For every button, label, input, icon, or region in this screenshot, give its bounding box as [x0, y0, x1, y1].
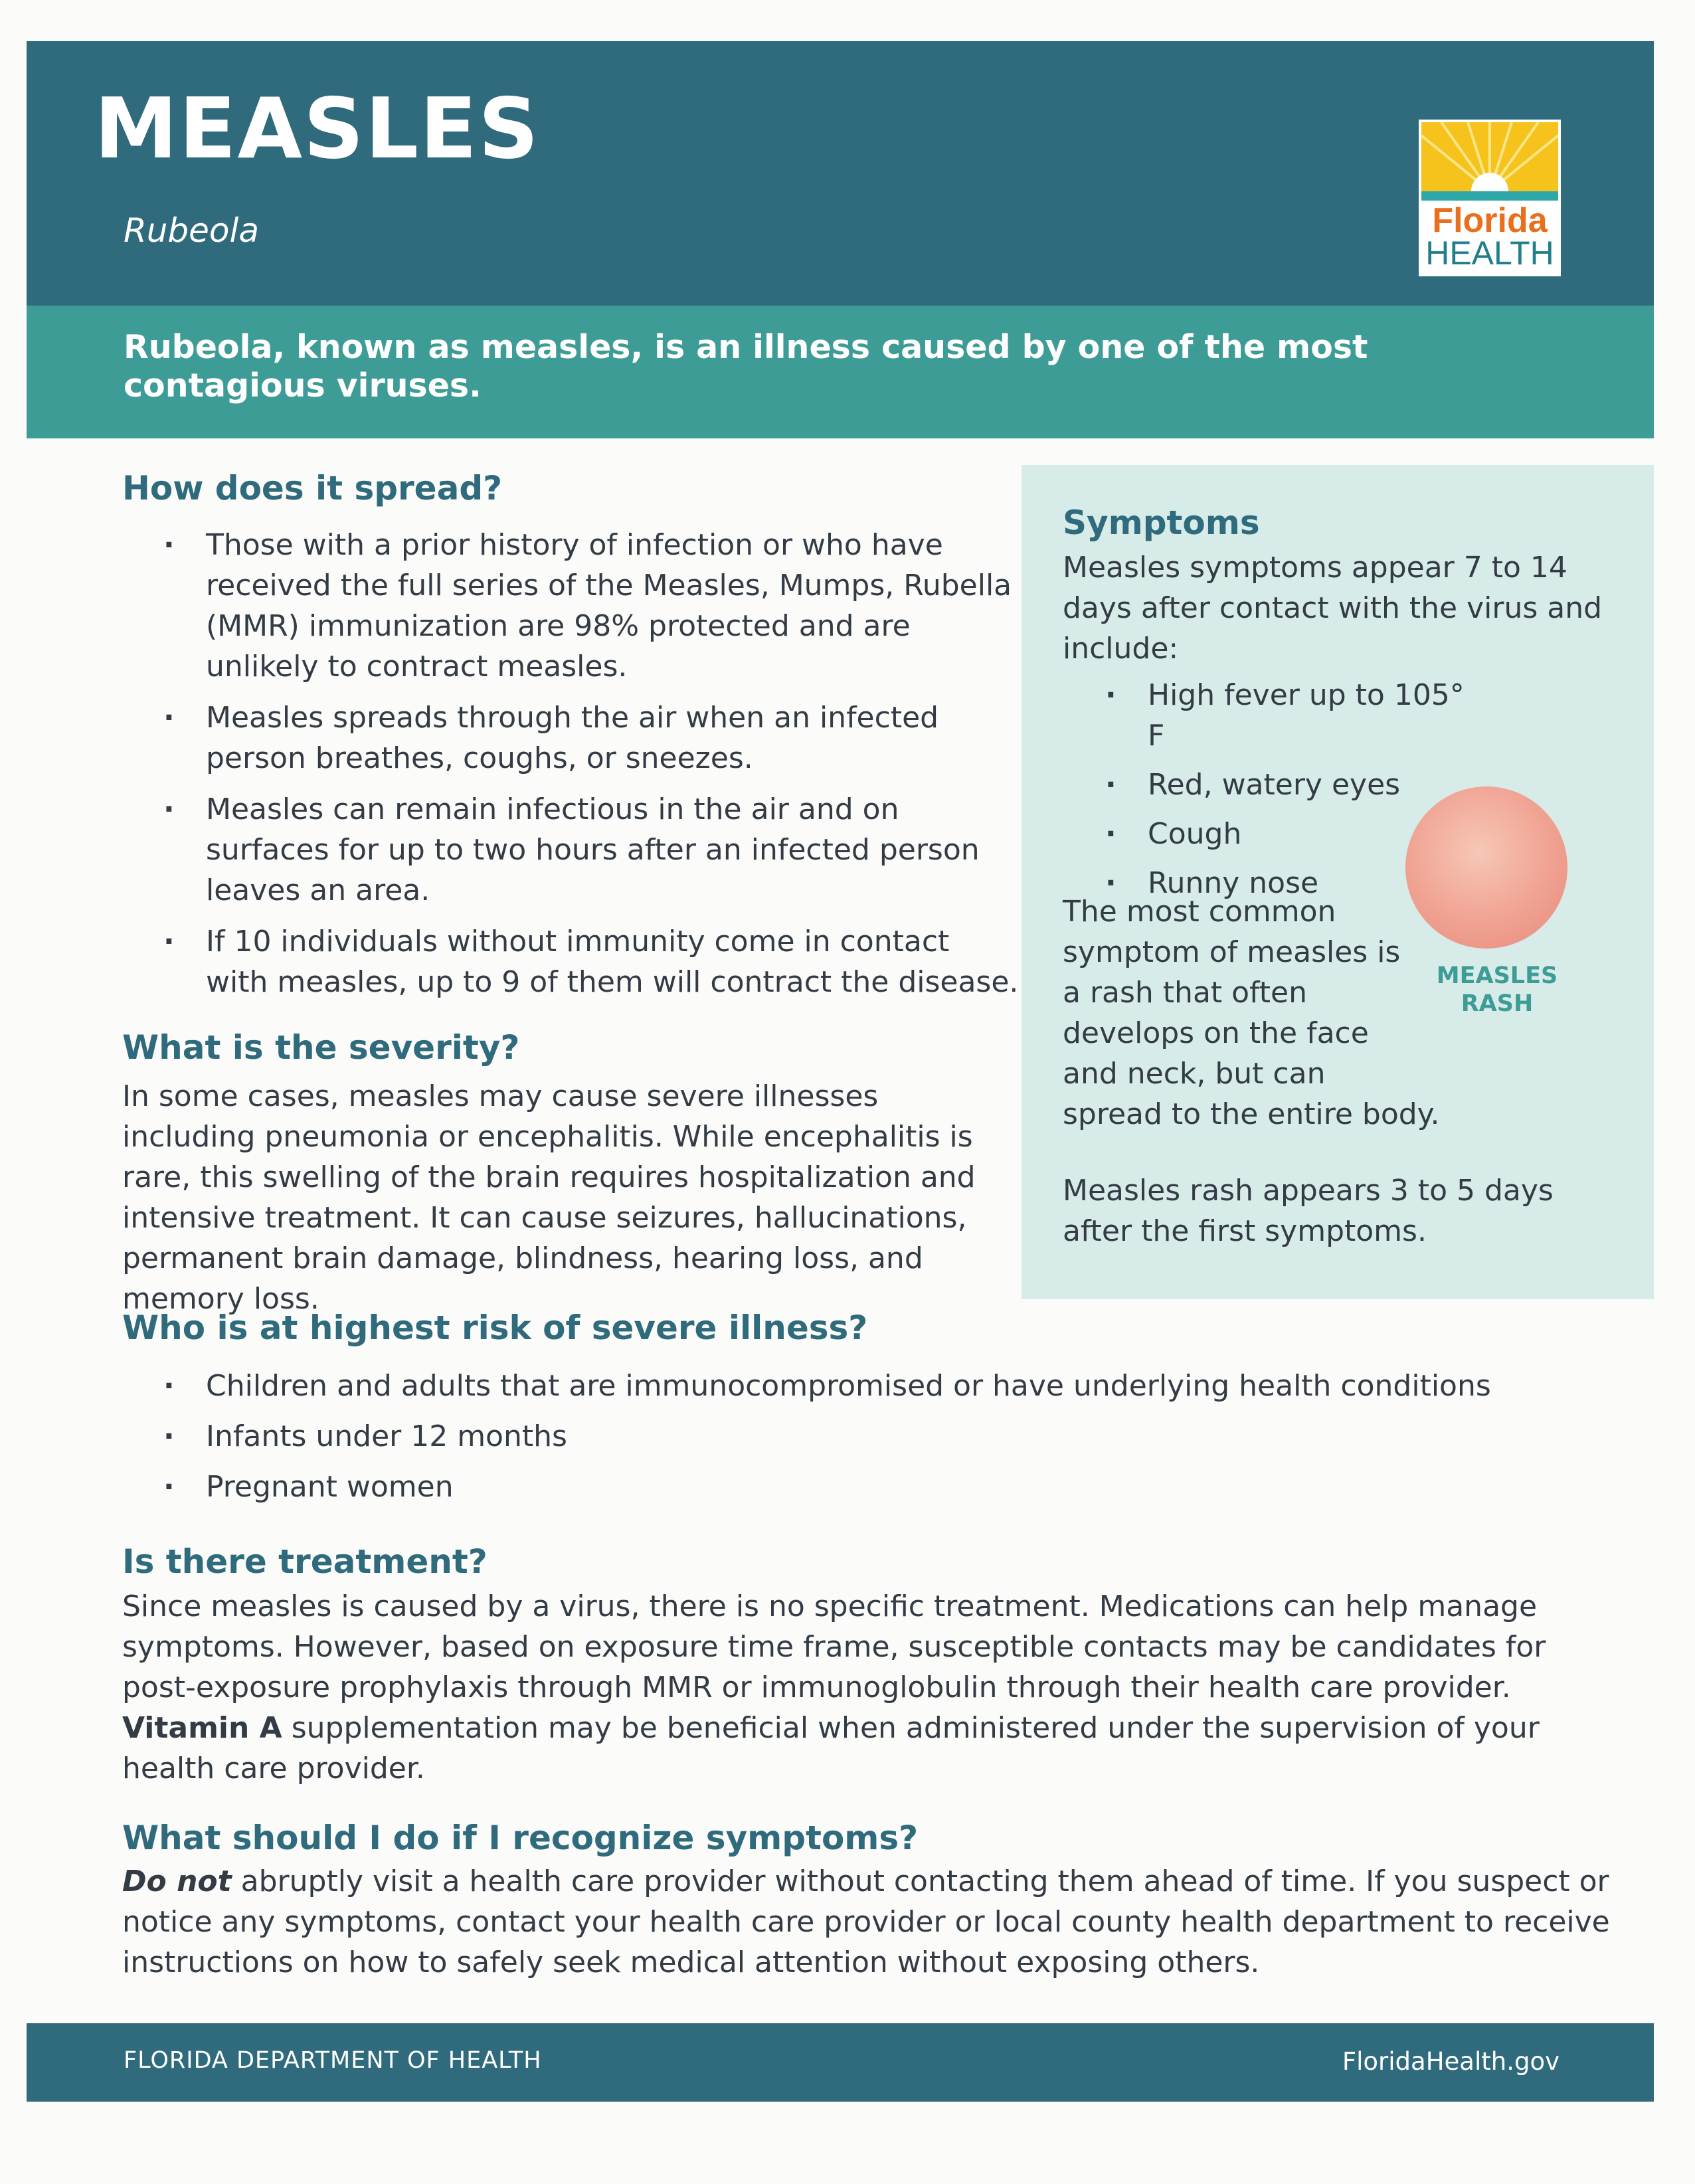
treatment-body: Since measles is caused by a virus, there is no specific treatment. Medications can help manage symptoms. However, based on exposure time frame, susceptible contacts may be candidates for post-exposure prophylaxis through MMR or immunoglobulin through their health care provider. — [122, 1590, 1546, 1704]
list-item: · Cough — [1105, 814, 1477, 854]
tagline-text: Rubeola, known as measles, is an illness caused by one of the most contagious viruses. — [124, 328, 1368, 405]
logo-word-health: HEALTH — [1425, 234, 1554, 272]
symptoms-intro: Measles symptoms appear 7 to 14 days after contact with the virus and include: — [1063, 551, 1603, 666]
page-subtitle: Rubeola — [124, 211, 260, 250]
footer-bar — [27, 2023, 1654, 2102]
treatment-heading: Is there treatment? — [122, 1542, 488, 1581]
list-item: · Runny nose — [1105, 863, 1477, 903]
list-item: · Children and adults that are immunocompromised or have underlying health conditions — [163, 1366, 1625, 1406]
sun-icon — [1421, 122, 1558, 201]
severity-text: In some cases, measles may cause severe illnesses including pneumonia or encephalitis. While encephalitis is rare, this swelling of the brain requires hospitalization and intensive treatment. It can cause seizures, hallucinations, permanent brain damage, blindness, hearing loss, and memory loss. — [122, 1079, 976, 1316]
rash-float-spacer — [1415, 891, 1634, 1064]
action-text — [122, 1861, 1610, 1983]
rash-description-text: The most common symptom of measles is a rash that often develops on the face and neck, but can spread to the entire body. — [1063, 895, 1440, 1131]
list-item: · Red, watery eyes — [1105, 765, 1477, 805]
footer-website-link[interactable]: FloridaHealth.gov — [1342, 2047, 1560, 2076]
action-heading: What should I do if I recognize symptoms? — [122, 1819, 919, 1857]
florida-health-logo — [1419, 120, 1561, 276]
list-item: · High fever up to 105° F — [1105, 675, 1477, 756]
action-body: abruptly visit a health care provider without contacting them ahead of time. If you suspect or notice any symptoms, contact your health care provider or local county health department to receive instructions on how to safely seek medical attention without exposing others. — [122, 1865, 1610, 1979]
list-item: · Pregnant women — [163, 1467, 1625, 1507]
list-item: · If 10 individuals without immunity come in contact with measles, up to 9 of them will contract the disease. — [163, 921, 1020, 1002]
logo-word-florida: Florida — [1432, 201, 1548, 240]
treatment-text — [122, 1586, 1603, 1789]
page-title: MEASLES — [94, 80, 540, 177]
measles-rash-label: MEASLES RASH — [1436, 962, 1558, 1017]
list-item: · Measles spreads through the air when an infected person breathes, coughs, or sneezes. — [163, 697, 1020, 778]
vitamin-a-bold: Vitamin A — [122, 1711, 282, 1745]
footer-department: FLORIDA DEPARTMENT OF HEALTH — [124, 2047, 542, 2074]
spread-heading: How does it spread? — [122, 469, 503, 507]
risk-heading: Who is at highest risk of severe illness? — [122, 1309, 868, 1347]
rash-timing: Measles rash appears 3 to 5 days after the first symptoms. — [1063, 1174, 1554, 1248]
list-item: · Those with a prior history of infection or who have received the full series of the Measles, Mumps, Rubella (MMR) immunization are 98% protected and are unlikely to contract measles. — [163, 525, 1020, 687]
severity-heading: What is the severity? — [122, 1028, 520, 1067]
do-not-emphasis: Do not — [122, 1865, 232, 1898]
vitamin-a-text: supplementation may be beneficial when administered under the supervision of your health care provider. — [122, 1711, 1540, 1785]
tagline-banner — [27, 306, 1654, 438]
spread-list — [163, 525, 1020, 1002]
symptoms-heading: Symptoms — [1063, 503, 1260, 542]
risk-list — [163, 1366, 1625, 1507]
list-item: · Infants under 12 months — [163, 1416, 1625, 1457]
list-item: · Measles can remain infectious in the air and on surfaces for up to two hours after an infected person leaves an area. — [163, 789, 1020, 911]
rash-description — [1063, 891, 1634, 1135]
